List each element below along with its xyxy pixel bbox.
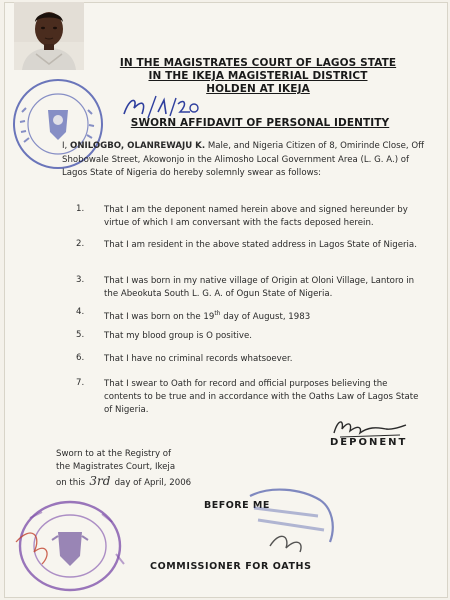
before-me-label: BEFORE ME	[204, 500, 270, 511]
deponent-introduction	[62, 140, 430, 181]
statement-2-text: That I am resident in the above stated address in Lagos State of Nigeria.	[104, 240, 417, 250]
intro-pronoun: I,	[62, 141, 68, 151]
statement-1-number: 1.	[76, 204, 85, 214]
commissioner-for-oaths-label: COMMISSIONER FOR OATHS	[150, 561, 312, 572]
court-heading-line3: HOLDEN AT IKEJA	[206, 83, 310, 95]
court-heading-line2: IN THE IKEJA MAGISTERIAL DISTRICT	[148, 70, 368, 82]
sworn-block	[56, 448, 256, 490]
sworn-line3-prefix: on this	[56, 477, 86, 488]
commissioner-stamp	[240, 486, 340, 570]
statement-4-text-before: That I was born on the 19	[104, 311, 215, 322]
statement-5-number: 5.	[76, 330, 85, 340]
statement-7-number: 7.	[76, 378, 85, 388]
court-seal-stamp	[12, 494, 132, 598]
statement-3-number: 3.	[76, 275, 85, 285]
sworn-line3-suffix: day of April, 2006	[114, 477, 192, 488]
statement-6-number: 6.	[76, 353, 85, 363]
sworn-line3	[56, 475, 256, 490]
statement-3-text: That I was born in my native village of Origin at Oloni Village, Lantoro in the Abeokuta South L. G. A. of Ogun State of Nigeria.	[104, 276, 415, 300]
statement-6-text: That I have no criminal records whatsoever.	[104, 354, 293, 364]
statement-4-text-after: day of August, 1983	[220, 311, 311, 322]
deponent-name: ONILOGBO, OLANREWAJU K.	[70, 141, 206, 151]
sworn-line2: the Magistrates Court, Ikeja	[56, 462, 176, 473]
statement-4-ordinal: th	[214, 310, 221, 317]
sworn-line1: Sworn to at the Registry of	[56, 449, 172, 459]
sworn-day-handwritten: 3rd	[89, 473, 111, 488]
deponent-label: DEPONENT	[330, 437, 408, 448]
document-title: SWORN AFFIDAVIT OF PERSONAL IDENTITY	[130, 117, 390, 129]
handwritten-date	[120, 90, 200, 128]
intro-rest: Male, and Nigeria Citizen of 8, Omirinde Close, Off Shobowale Street, Akowonjo in the Alimosho Local Government Area (L. G. A.) of Lagos State of Nigeria do hereby solemnly swear as follows:	[62, 141, 425, 179]
statement-2-number: 2.	[76, 239, 85, 249]
statement-7-text: That I swear to Oath for record and official purposes believing the contents to be true and in accordance with the Oaths Law of Lagos State of Nigeria.	[104, 379, 419, 416]
statement-1-text: That I am the deponent named herein above and signed hereunder by virtue of which I am conversant with the facts deposed herein.	[104, 205, 408, 229]
court-heading-line1: IN THE MAGISTRATES COURT OF LAGOS STATE	[119, 57, 397, 69]
statement-5-text: That my blood group is O positive.	[104, 331, 253, 341]
passport-photo	[14, 2, 84, 70]
statement-4-number: 4.	[76, 307, 85, 317]
statement-4-text	[104, 307, 426, 324]
